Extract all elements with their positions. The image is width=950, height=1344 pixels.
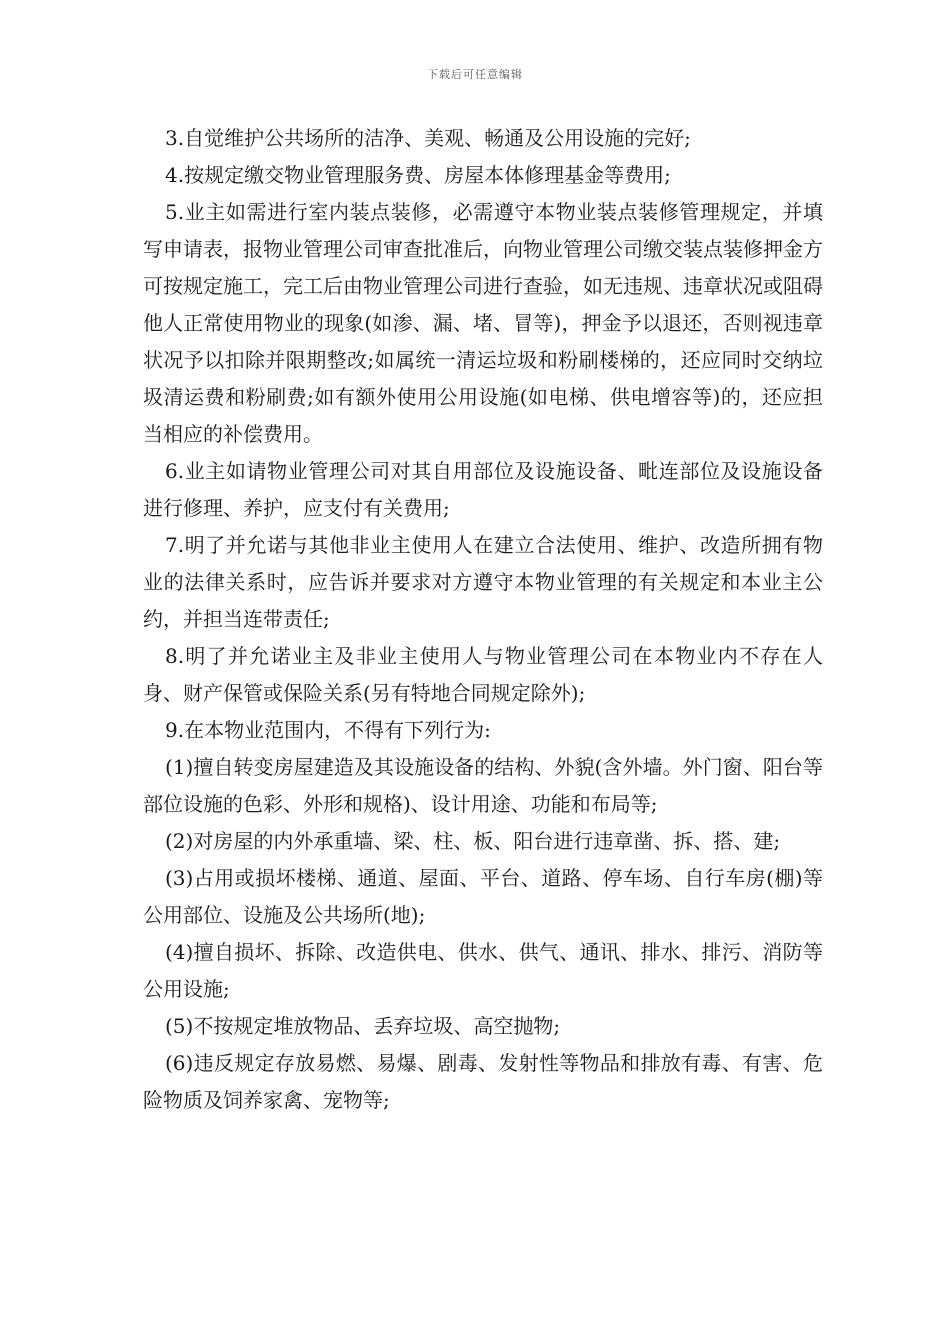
page-header: 下载后可任意编辑 — [427, 68, 523, 81]
paragraph-item-7: 7.明了并允诺与其他非业主使用人在建立合法使用、维护、改造所拥有物业的法律关系时，应告诉并要求对方遵守本物业管理的有关规定和本业主公约，并担当连带责任; — [143, 533, 823, 631]
document-body — [143, 120, 823, 1119]
paragraph-item-6: 6.业主如请物业管理公司对其自用部位及设施设备、毗连部位及设施设备进行修理、养护，应支付有关费用; — [143, 459, 823, 520]
paragraph-item-4: 4.按规定缴交物业管理服务费、房屋本体修理基金等费用; — [165, 163, 671, 187]
paragraph-item-8: 8.明了并允诺业主及非业主使用人与物业管理公司在本物业内不存在人身、财产保管或保险关系(另有特地合同规定除外); — [143, 644, 823, 705]
sub-item-5: (5)不按规定堆放物品、丢弃垃圾、高空抛物; — [165, 1014, 561, 1038]
sub-item-6: (6)违反规定存放易燃、易爆、剧毒、发射性等物品和排放有毒、有害、危险物质及饲养家禽、宠物等; — [143, 1051, 823, 1112]
sub-item-4: (4)擅自损坏、拆除、改造供电、供水、供气、通讯、排水、排污、消防等公用设施; — [143, 940, 823, 1001]
paragraph-item-3: 3.自觉维护公共场所的洁净、美观、畅通及公用设施的完好; — [165, 126, 691, 150]
sub-item-3: (3)占用或损坏楼梯、通道、屋面、平台、道路、停车场、自行车房(棚)等公用部位、设施及公共场所(地); — [143, 866, 823, 927]
sub-item-2: (2)对房屋的内外承重墙、梁、柱、板、阳台进行违章凿、拆、搭、建; — [165, 829, 781, 853]
paragraph-item-9: 9.在本物业范围内，不得有下列行为: — [165, 718, 491, 742]
sub-item-1: (1)擅自转变房屋建造及其设施设备的结构、外貌(含外墙。外门窗、阳台等部位设施的色彩、外形和规格)、设计用途、功能和布局等; — [143, 755, 823, 816]
paragraph-item-5: 5.业主如需进行室内装点装修，必需遵守本物业装点装修管理规定，并填写申请表，报物业管理公司审查批准后，向物业管理公司缴交装点装修押金方可按规定施工，完工后由物业管理公司进行查验，如无违规、违章状况或阻碍他人正常使用物业的现象(如渗、漏、堵、冒等)，押金予以退还，否则视违章状况予以扣除并限期整改;如属统一清运垃圾和粉刷楼梯的，还应同时交纳垃圾清运费和粉刷费;如有额外使用公用设施(如电梯、供电增容等)的，还应担当相应的补偿费用。 — [143, 200, 823, 446]
